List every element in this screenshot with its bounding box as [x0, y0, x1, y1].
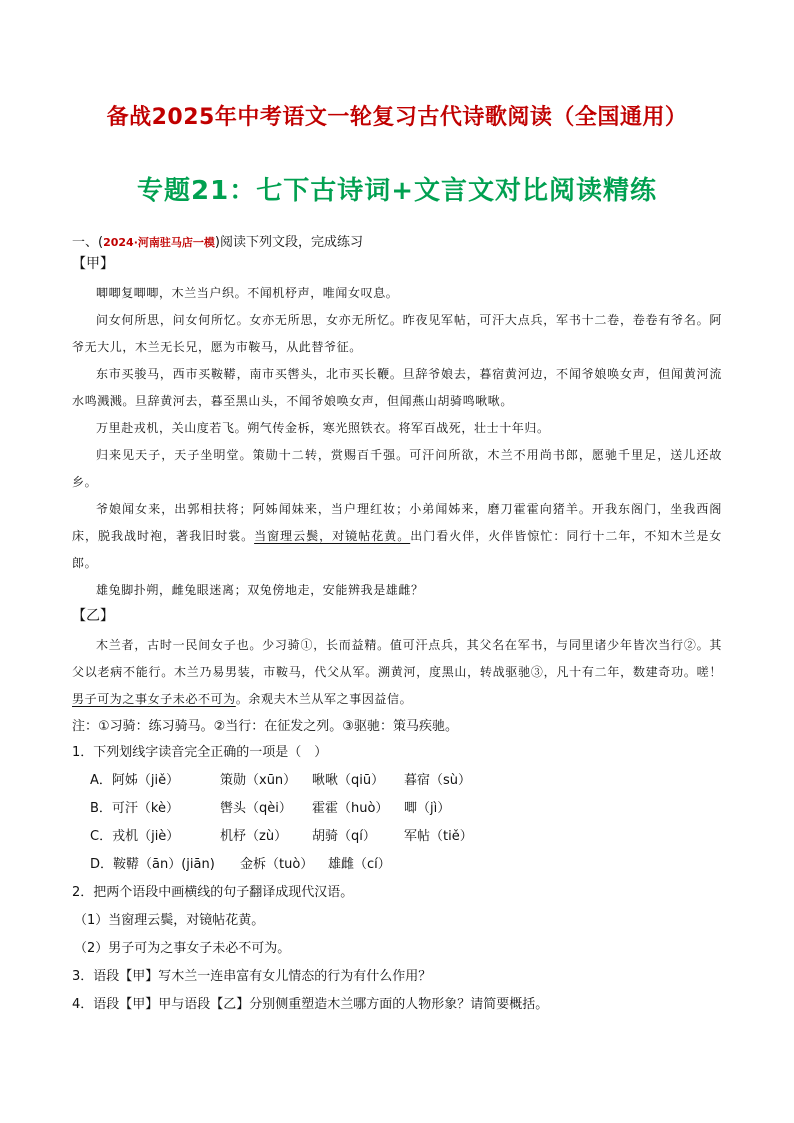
poem-paragraph: 问女何所思，问女何所忆。女亦无所思，女亦无所忆。昨夜见军帖，可汗大点兵，军书十二卷，卷卷有爷名。阿爷无大儿，木兰无长兄，愿为市鞍马，从此替爷征。 [72, 313, 722, 354]
option-cell: C．戎机（jiè） [90, 829, 180, 844]
question-2-part-2: （2）男子可为之事女子未必不可为。 [74, 941, 291, 956]
document-content [72, 234, 722, 1019]
passage-yi [72, 632, 722, 713]
section-heading [72, 234, 722, 252]
option-cell: 金柝（tuò） [240, 857, 314, 872]
document-title: 备战2025年中考语文一轮复习古代诗歌阅读（全国通用） [106, 105, 688, 130]
poem-paragraph [72, 496, 722, 577]
option-cell: 霍霍（huò） [312, 801, 389, 816]
prose-paragraph [72, 632, 722, 713]
underlined-sentence: 男子可为之事女子未必不可为 [72, 692, 236, 706]
option-cell: 胡骑（qí） [312, 829, 376, 844]
poem-paragraph: 万里赴戎机，关山度若飞。朔气传金柝，寒光照铁衣。将军百战死，壮士十年归。 [96, 421, 550, 435]
question-4: 4．语段【甲】甲与语段【乙】分别侧重塑造木兰哪方面的人物形象？请简要概括。 [72, 997, 549, 1012]
option-cell: 机杼（zù） [220, 829, 288, 844]
option-cell: 暮宿（sù） [404, 773, 472, 788]
underlined-sentence: 当窗理云鬓，对镜帖花黄。 [254, 529, 411, 543]
option-d [72, 851, 722, 879]
poem-paragraph: 东市买骏马，西市买鞍鞯，南市买辔头，北市买长鞭。旦辞爷娘去，暮宿黄河边，不闻爷娘唤女声，但闻黄河流水鸣溅溅。旦辞黄河去，暮至黑山头，不闻爷娘唤女声，但闻燕山胡骑鸣啾啾。 [72, 367, 722, 408]
passage-yi-label: 【乙】 [72, 608, 114, 624]
section-prefix: 一、( [72, 235, 104, 250]
option-cell: A．阿姊（jiě） [90, 773, 180, 788]
section-source: 2024·河南驻马店一模 [103, 236, 215, 249]
prose-text: 。余观夫木兰从军之事因益信。 [235, 692, 413, 706]
option-cell: 唧（jì） [404, 801, 451, 816]
question-2: 2．把两个语段中画横线的句子翻译成现代汉语。 [72, 885, 354, 900]
option-cell: 啾啾（qiū） [312, 773, 385, 788]
option-c [72, 823, 722, 851]
option-cell: 辔头（qèi） [220, 801, 292, 816]
poem-paragraph: 雄兔脚扑朔，雌兔眼迷离；双兔傍地走，安能辨我是雄雌？ [96, 583, 424, 597]
option-b [72, 795, 722, 823]
option-cell: 军帖（tiě） [404, 829, 473, 844]
option-cell: 雄雌（cí） [328, 857, 391, 872]
option-a [72, 767, 722, 795]
question-1: 1．下列划线字读音完全正确的一项是（ ） [72, 745, 328, 760]
passage-jia-label: 【甲】 [72, 256, 114, 272]
poem-paragraph: 归来见天子，天子坐明堂。策勋十二转，赏赐百千强。可汗问所欲，木兰不用尚书郎，愿驰千里足，送儿还故乡。 [72, 448, 722, 489]
option-cell: 策勋（xūn） [220, 773, 297, 788]
option-cell: D．鞍鞯（ān）(jiān) [90, 857, 215, 872]
passage-jia [72, 280, 722, 604]
poem-paragraph: 唧唧复唧唧，木兰当户织。不闻机杼声，唯闻女叹息。 [96, 286, 399, 300]
poem-text: 爷娘闻女来，出郭相扶将；阿姊闻妹来，当户理红妆；小弟闻姊来，磨刀霍霍向猪羊。开我东阁门，坐我西阁床，脱我战时袍，著我旧时裳。 [72, 502, 722, 543]
prose-text: 木兰者，古时一民间女子也。少习骑①，长而益精。值可汗点兵，其父名在军书，与同里诸少年皆次当行②。其父以老病不能行。木兰乃易男装，市鞍马，代父从军。溯黄河，度黑山，转战驱驰③，凡十有二年，数建奇功。嗟！ [72, 638, 722, 679]
option-cell: B．可汗（kè） [90, 801, 179, 816]
question-3: 3．语段【甲】写木兰一连串富有女儿情态的行为有什么作用？ [72, 969, 432, 984]
topic-title: 专题21：七下古诗词+文言文对比阅读精练 [137, 176, 657, 206]
poem-text: 出门看火伴，火伴皆惊忙：同行十二年，不知木兰是女郎。 [72, 529, 723, 570]
annotation-note: 注：①习骑：练习骑马。②当行：在征发之列。③驱驰：策马疾驰。 [72, 719, 458, 734]
question-2-part-1: （1）当窗理云鬓，对镜帖花黄。 [74, 913, 265, 928]
section-instruction: )阅读下列文段，完成练习 [214, 235, 363, 250]
